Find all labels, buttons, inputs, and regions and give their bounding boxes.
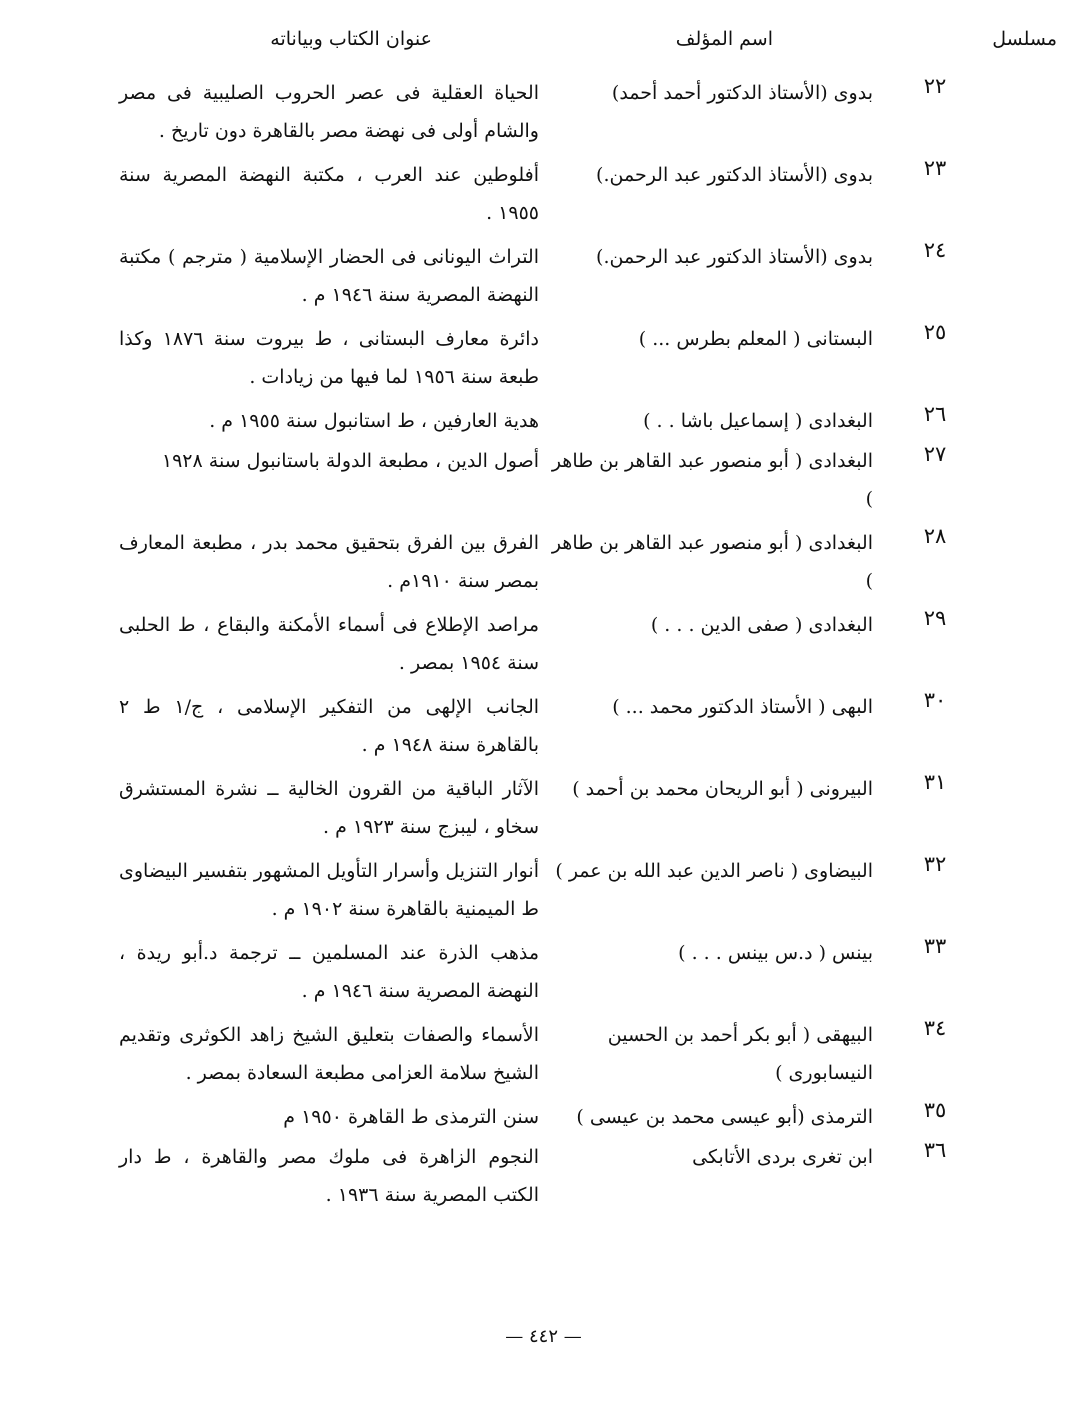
entry-29 <box>0 602 1087 684</box>
entry-23 <box>0 152 1087 234</box>
entry-number: ٢٧ <box>923 442 947 466</box>
entry-24 <box>0 234 1087 316</box>
entry-25 <box>0 316 1087 398</box>
header-serial: مسلسل <box>992 28 1057 50</box>
entry-27 <box>0 438 1087 520</box>
entry-28 <box>0 520 1087 602</box>
entry-title: مراصد الإطلاع فى أسماء الأمكنة والبقاع ، ط الحلبى سنة ١٩٥٤ بمصر . <box>119 614 539 674</box>
entry-author: بينس ( د.س بينس . . . ) <box>678 942 873 964</box>
entry-number: ٣١ <box>923 770 947 794</box>
entry-author: البيهقى ( أبو بكر أحمد بن الحسين النيسابورى ) <box>607 1024 873 1084</box>
entry-author: البهى ( الأستاذ الدكتور محمد ... ) <box>612 696 873 718</box>
entry-author: ابن تغرى بردى الأتابكى <box>692 1146 873 1168</box>
entry-author: بدوى (الأستاذ الدكتور عبد الرحمن.) <box>596 164 873 186</box>
entry-title: دائرة معارف البستانى ، ط بيروت سنة ١٨٧٦ وكذا طبعة سنة ١٩٥٦ لما فيها من زيادات . <box>119 328 539 388</box>
entry-title: أصول الدين ، مطبعة الدولة باستانبول سنة ١٩٢٨ <box>161 450 539 472</box>
entry-author: بدوى (الأستاذ الدكتور أحمد أحمد) <box>611 82 873 104</box>
entry-32 <box>0 848 1087 930</box>
entry-number: ٢٥ <box>923 320 947 344</box>
entry-author: البيرونى ( أبو الريحان محمد بن أحمد ) <box>572 778 873 800</box>
entry-number: ٣٥ <box>923 1098 947 1122</box>
entry-author: البغدادى ( صفى الدين . . . ) <box>650 614 873 636</box>
table-header <box>0 28 1087 64</box>
entry-title: التراث اليونانى فى الحضار الإسلامية ( مترجم ) مكتبة النهضة المصرية سنة ١٩٤٦ م . <box>119 246 539 306</box>
entry-title: الحياة العقلية فى عصر الحروب الصليبية فى مصر والشام أولى فى نهضة مصر بالقاهرة دون تاريخ . <box>119 82 539 142</box>
entry-title: الجانب الإلهى من التفكير الإسلامى ، ج/١ ط ٢ بالقاهرة سنة ١٩٤٨ م . <box>119 696 540 756</box>
entry-number: ٣٣ <box>923 934 947 958</box>
entry-22 <box>0 70 1087 152</box>
entry-title: سنن الترمذى ط القاهرة ١٩٥٠ م <box>283 1106 539 1128</box>
entry-title: أنوار التنزيل وأسرار التأويل المشهور بتفسير البيضاوى ط الميمنية بالقاهرة سنة ١٩٠٢ م . <box>119 860 539 920</box>
entry-author: البستانى ( المعلم بطرس ... ) <box>638 328 873 350</box>
entry-number: ٢٤ <box>923 238 947 262</box>
entry-author: بدوى (الأستاذ الدكتور عبد الرحمن.) <box>596 246 873 268</box>
entry-title: مذهب الذرة عند المسلمين ــ ترجمة د.أبو ريدة ، النهضة المصرية سنة ١٩٤٦ م . <box>119 942 539 1002</box>
entry-author: الترمذى (أبو عيسى محمد بن عيسى ) <box>576 1106 873 1128</box>
entry-number: ٢٢ <box>923 74 947 98</box>
entry-title: الآثار الباقية من القرون الخالية ــ نشرة المستشرق سخاو ، ليبزج سنة ١٩٢٣ م . <box>119 778 539 838</box>
entry-author: البيضاوى ( ناصر الدين عبد الله بن عمر ) <box>555 860 873 882</box>
entry-36 <box>0 1134 1087 1216</box>
entry-number: ٣٢ <box>923 852 947 876</box>
header-title: عنوان الكتاب وبياناته <box>270 28 432 50</box>
entry-number: ٣٤ <box>923 1016 947 1040</box>
entry-number: ٢٦ <box>923 402 947 426</box>
entry-number: ٢٣ <box>923 156 947 180</box>
entry-35 <box>0 1094 1087 1134</box>
entry-title: هدية العارفين ، ط استانبول سنة ١٩٥٥ م . <box>209 410 539 432</box>
entry-31 <box>0 766 1087 848</box>
entry-number: ٢٨ <box>923 524 947 548</box>
entry-number: ٣٦ <box>923 1138 947 1162</box>
entry-author: البغدادى ( أبو منصور عبد القاهر بن طاهر ) <box>551 450 873 510</box>
entry-33 <box>0 930 1087 1012</box>
entry-30 <box>0 684 1087 766</box>
entry-title: الأسماء والصفات بتعليق الشيخ زاهد الكوثرى وتقديم الشيخ سلامة العزامى مطبعة السعادة بمصر . <box>119 1024 539 1084</box>
entry-26 <box>0 398 1087 438</box>
entry-title: الفرق بين الفرق بتحقيق محمد بدر ، مطبعة المعارف بمصر سنة ١٩١٠م . <box>119 532 539 592</box>
entry-34 <box>0 1012 1087 1094</box>
header-author: اسم المؤلف <box>675 28 773 50</box>
entry-number: ٢٩ <box>923 606 947 630</box>
entry-title: النجوم الزاهرة فى ملوك مصر والقاهرة ، ط دار الكتب المصرية سنة ١٩٣٦ . <box>119 1146 539 1206</box>
entry-author: البغدادى ( إسماعيل باشا . . ) <box>643 410 873 432</box>
bibliography-list <box>0 70 1087 1216</box>
entry-title: أفلوطين عند العرب ، مكتبة النهضة المصرية سنة ١٩٥٥ . <box>119 164 539 224</box>
entry-number: ٣٠ <box>923 688 947 712</box>
entry-author: البغدادى ( أبو منصور عبد القاهر بن طاهر ) <box>551 532 873 592</box>
page-number: — ٤٤٢ — <box>505 1326 582 1347</box>
